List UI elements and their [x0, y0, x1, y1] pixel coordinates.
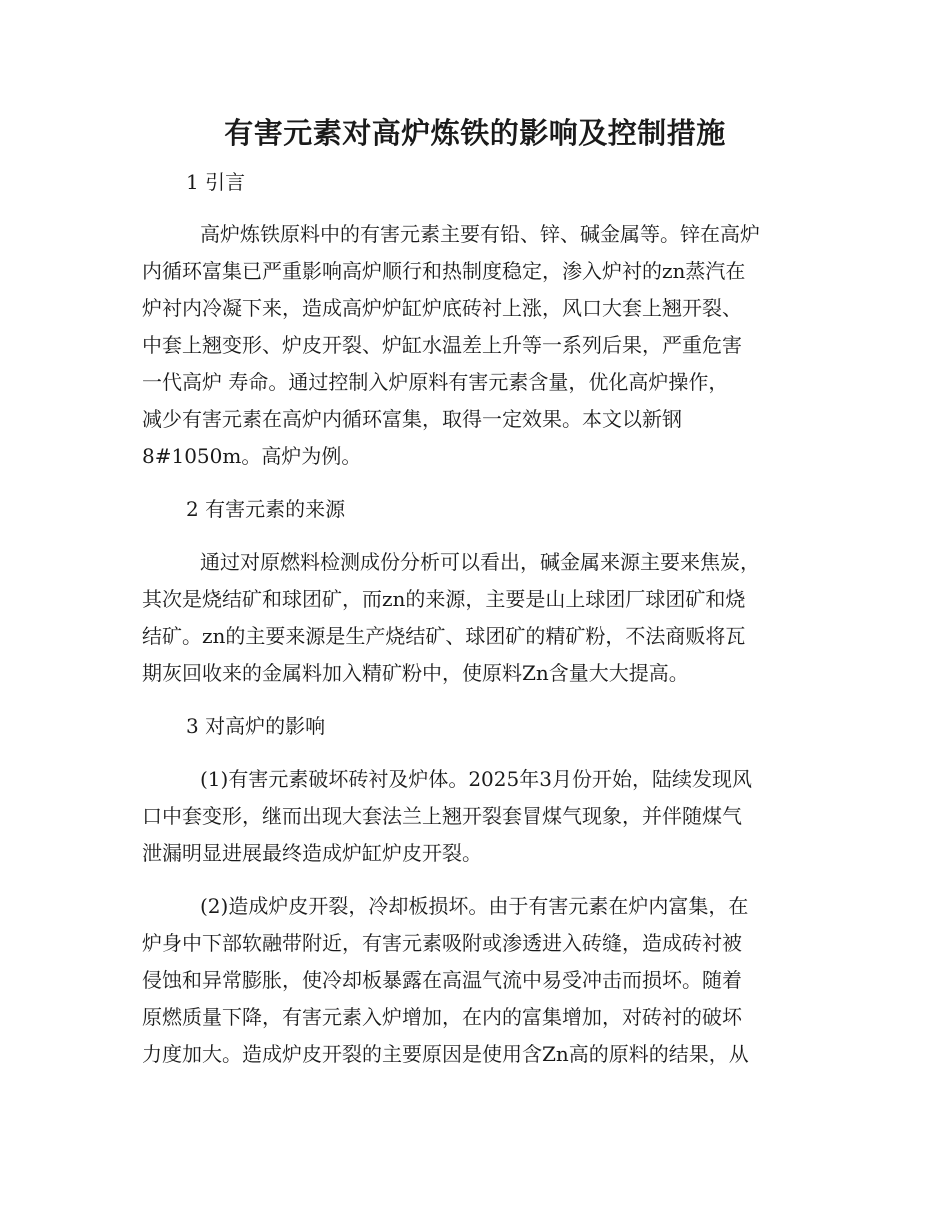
- text-line: 口中套变形，继而出现大套法兰上翘开裂套冒煤气现象，并伴随煤气: [142, 804, 742, 828]
- section-heading-introduction: 1 引言: [186, 170, 246, 194]
- text-line: 一代高炉 寿命。通过控制入炉原料有害元素含量，优化高炉操作，: [142, 370, 729, 394]
- paragraph: [142, 216, 812, 475]
- document-title: 有害元素对高炉炼铁的影响及控制措施: [224, 116, 726, 150]
- text-line: 高炉炼铁原料中的有害元素主要有铅、锌、碱金属等。锌在高炉: [200, 222, 760, 246]
- text-line: (1)有害元素破坏砖衬及炉体。2025年3月份开始，陆续发现风: [200, 767, 752, 791]
- text-line: 通过对原燃料检测成份分析可以看出，碱金属来源主要来焦炭，: [200, 550, 760, 574]
- section-heading-impact: 3 对高炉的影响: [186, 714, 326, 738]
- text-line: 泄漏明显进展最终造成炉缸炉皮开裂。: [142, 841, 482, 865]
- paragraph: [142, 761, 812, 872]
- text-line: 结矿。zn的主要来源是生产烧结矿、球团矿的精矿粉，不法商贩将瓦: [142, 624, 746, 648]
- paragraph: [142, 544, 812, 692]
- text-line: 炉身中下部软融带附近，有害元素吸附或渗透进入砖缝，造成砖衬被: [142, 931, 742, 955]
- text-line: 原燃质量下降，有害元素入炉增加，在内的富集增加，对砖衬的破坏: [142, 1005, 742, 1029]
- paragraph: [142, 888, 812, 1073]
- text-line: 侵蚀和异常膨胀，使冷却板暴露在高温气流中易受冲击而损坏。随着: [142, 968, 742, 992]
- text-line: 8#1050m。高炉为例。: [142, 444, 362, 468]
- text-line: 期灰回收来的金属料加入精矿粉中，使原料Zn含量大大提高。: [142, 661, 689, 685]
- text-line: 内循环富集已严重影响高炉顺行和热制度稳定，渗入炉衬的zn蒸汽在: [142, 259, 746, 283]
- text-line: (2)造成炉皮开裂，冷却板损坏。由于有害元素在炉内富集，在: [200, 894, 749, 918]
- text-line: 中套上翘变形、炉皮开裂、炉缸水温差上升等一系列后果，严重危害: [142, 333, 742, 357]
- text-line: 减少有害元素在高炉内循环富集，取得一定效果。本文以新钢: [142, 407, 682, 431]
- text-line: 力度加大。造成炉皮开裂的主要原因是使用含Zn高的原料的结果，从: [142, 1042, 749, 1066]
- text-line: 炉衬内冷凝下来，造成高炉炉缸炉底砖衬上涨，风口大套上翘开裂、: [142, 296, 742, 320]
- text-line: 其次是烧结矿和球团矿，而zn的来源，主要是山上球团厂球团矿和烧: [142, 587, 746, 611]
- section-heading-sources: 2 有害元素的来源: [186, 497, 346, 521]
